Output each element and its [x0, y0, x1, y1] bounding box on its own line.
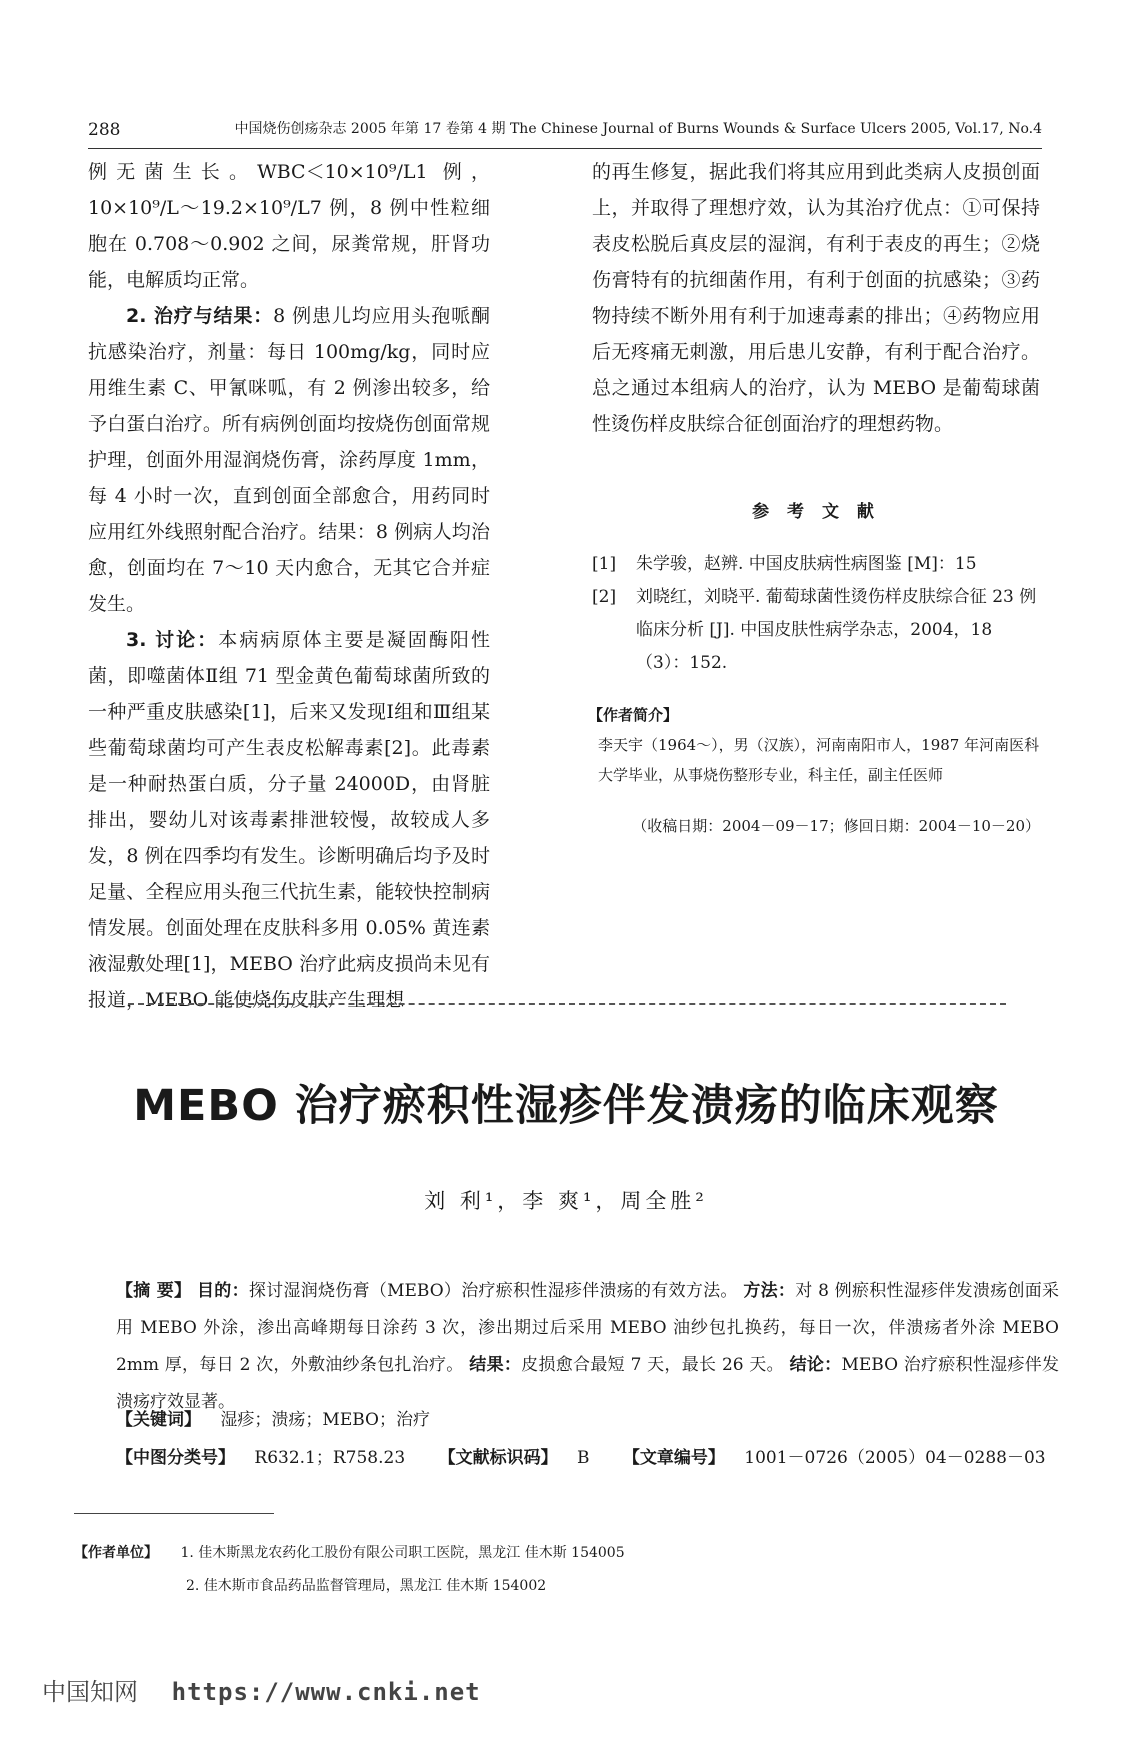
author-unit-2: 2. 佳木斯市食品药品监督管理局，黑龙江 佳木斯 154002 — [186, 1578, 547, 1594]
abstract-conclusion: MEBO 治疗瘀积性湿疹伴发溃疡疗效显著。 — [116, 1355, 1060, 1412]
author-unit-row — [74, 1570, 625, 1603]
watermark-footer — [42, 1672, 481, 1707]
abstract-objective: 探讨湿润烧伤膏（MEBO）治疗瘀积性湿疹伴溃疡的有效方法。 — [248, 1281, 738, 1301]
left-paragraph-3 — [88, 622, 490, 1018]
author-unit-row — [74, 1537, 625, 1570]
section-divider — [128, 1003, 1006, 1005]
article-number-label: 【文章编号】 — [622, 1448, 725, 1468]
journal-info: 中国烧伤创疡杂志 2005 年第 17 卷第 4 期 The Chinese Journal of Burns Wounds & Surface Ulcers 2005, Vol.17, No.4 — [234, 121, 1042, 137]
cnki-url[interactable]: https://www.cnki.net — [171, 1678, 481, 1706]
clc-value: R632.1；R758.23 — [254, 1448, 406, 1468]
cnki-brand: 中国知网 — [42, 1678, 138, 1706]
abstract-label: 【摘 要】 — [116, 1281, 192, 1301]
abstract-method-label: 方法： — [743, 1281, 796, 1301]
clc-label: 【中图分类号】 — [116, 1448, 235, 1468]
reference-number: [2] — [592, 587, 617, 607]
reference-item — [592, 548, 1040, 581]
article-number-value: 1001－0726（2005）04－0288－03 — [744, 1448, 1046, 1468]
article-title: MEBO 治疗瘀积性湿疹伴发溃疡的临床观察 — [133, 1081, 999, 1131]
keywords-label: 【关键词】 — [116, 1410, 201, 1430]
doc-code-value: B — [576, 1448, 590, 1468]
author-unit-1: 1. 佳木斯黑龙农药化工股份有限公司职工医院，黑龙江 佳木斯 154005 — [180, 1545, 625, 1561]
abstract — [116, 1273, 1059, 1421]
keywords — [116, 1405, 430, 1430]
reference-item — [592, 581, 1040, 680]
treatment-label: 2. 治疗与结果： — [126, 305, 274, 327]
discussion-label: 3. 讨论： — [126, 629, 219, 651]
page-number: 288 — [88, 120, 121, 140]
reference-number: [1] — [592, 554, 617, 574]
author-intro — [588, 700, 1042, 790]
references-list — [592, 548, 1040, 680]
classification-line — [116, 1443, 1046, 1468]
treatment-text: 8 例患儿均应用头孢哌酮抗感染治疗，剂量：每日 100mg/kg，同时应用维生素 C、甲氰咪呱，有 2 例渗出较多，给予白蛋白治疗。所有病例创面均按烧伤创面常规护理，创面外用湿润烧伤膏，涂药厚度 1mm，每 4 小时一次，直到创面全部愈合，用药同时应用红外线照射配合治疗。结果：8 例病人均治愈，创面均在 7～10 天内愈合，无其它合并症发生。 — [88, 305, 490, 615]
abstract-method: 对 8 例瘀积性湿疹伴发溃疡创面采用 MEBO 外涂，渗出高峰期每日涂药 3 次，渗出期过后采用 MEBO 油纱包扎换药，每日一次，伴溃疡者外涂 MEBO 2mm 厚，每日 2 次，外敷油纱条包扎治疗。 — [116, 1281, 1060, 1375]
received-dates: （收稿日期：2004－09－17；修回日期：2004－10－20） — [632, 817, 1040, 835]
keywords-text: 湿疹；溃疡；MEBO；治疗 — [220, 1410, 430, 1430]
reference-text: 朱学骏，赵辨. 中国皮肤病性病图鉴 [M]：15 — [636, 554, 977, 574]
running-header — [88, 114, 1042, 149]
footnote-rule — [74, 1513, 274, 1514]
article-authors: 刘 利¹，李 爽¹，周全胜² — [424, 1189, 708, 1213]
reference-text: 刘晓红，刘晓平. 葡萄球菌性烫伤样皮肤综合征 23 例临床分析 [J]. 中国皮肤性病学杂志，2004，18（3）：152. — [636, 587, 1037, 673]
right-column — [592, 154, 1040, 442]
abstract-conclusion-label: 结论： — [789, 1355, 842, 1375]
abstract-result: 皮损愈合最短 7 天，最长 26 天。 — [521, 1355, 784, 1375]
right-paragraph-1: 的再生修复，据此我们将其应用到此类病人皮损创面上，并取得了理想疗效，认为其治疗优点：①可保持表皮松脱后真皮层的湿润，有利于表皮的再生；②烧伤膏特有的抗细菌作用，有利于创面的抗感染；③药物持续不断外用有利于加速毒素的排出；④药物应用后无疼痛无刺激，用后患儿安静，有利于配合治疗。总之通过本组病人的治疗，认为 MEBO 是葡萄球菌性烫伤样皮肤综合征创面治疗的理想药物。 — [592, 161, 1040, 435]
left-column — [88, 154, 490, 1018]
author-units — [74, 1537, 625, 1603]
left-paragraph-1: 例无菌生长。WBC＜10×10⁹/L1 例，10×10⁹/L～19.2×10⁹/L7 例，8 例中性粒细胞在 0.708～0.902 之间，尿粪常规，肝肾功能，电解质均正常。 — [88, 161, 490, 291]
author-intro-label: 【作者简介】 — [588, 706, 679, 724]
abstract-result-label: 结果： — [469, 1355, 522, 1375]
doc-code-label: 【文献标识码】 — [438, 1448, 558, 1468]
author-units-label: 【作者单位】 — [74, 1545, 158, 1561]
references-title: 参 考 文 献 — [752, 502, 880, 522]
left-paragraph-2 — [88, 298, 490, 622]
author-intro-text: 李天宇（1964～），男（汉族），河南南阳市人，1987 年河南医科大学毕业，从事烧伤整形专业，科主任，副主任医师 — [598, 736, 1040, 784]
abstract-objective-label: 目的： — [197, 1281, 249, 1301]
discussion-text: 本病病原体主要是凝固酶阳性菌，即噬菌体Ⅱ组 71 型金黄色葡萄球菌所致的一种严重皮肤感染[1]，后来又发现Ⅰ组和Ⅲ组某些葡萄球菌均可产生表皮松解毒素[2]。此毒素是一种耐热蛋白质，分子量 24000D，由肾脏排出，婴幼儿对该毒素排泄较慢，故较成人多发，8 例在四季均有发生。诊断明确后均予及时足量、全程应用头孢三代抗生素，能较快控制病情发展。创面处理在皮肤科多用 0.05% 黄连素液湿敷处理[1]，MEBO 治疗此病皮损尚未见有报道，MEBO 能使烧伤皮肤产生理想 — [88, 629, 490, 1011]
